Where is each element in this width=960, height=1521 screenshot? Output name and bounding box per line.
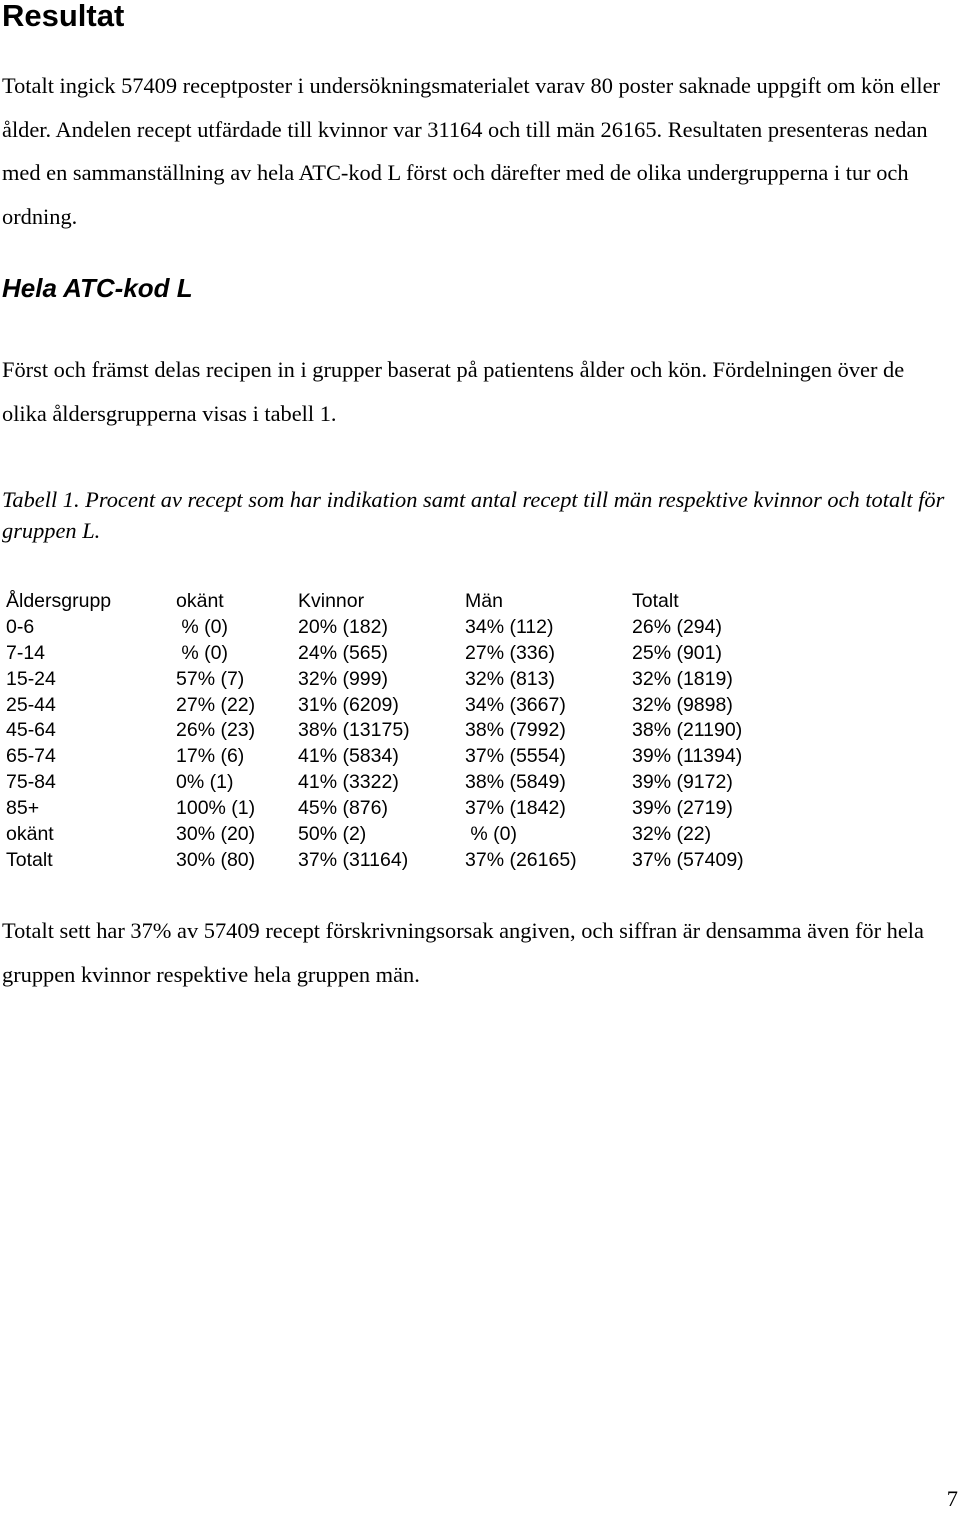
table-row-label: Totalt	[6, 848, 53, 871]
table-cell: 38% (7992)	[465, 719, 566, 742]
table-row	[0, 615, 960, 641]
table-header-cell: Åldersgrupp	[6, 590, 112, 612]
table-cell: 30% (20)	[176, 823, 256, 846]
table-row	[0, 667, 960, 693]
table-cell: 39% (11394)	[632, 745, 743, 768]
table-cell: 45% (876)	[298, 797, 388, 820]
table-row-label: 75-84	[6, 771, 56, 794]
table-cell: 37% (57409)	[632, 848, 744, 871]
table-cell: 27% (336)	[465, 641, 555, 664]
table-cell: 24% (565)	[298, 641, 388, 664]
table-cell: 34% (3667)	[465, 693, 566, 716]
table-cell: 39% (2719)	[632, 797, 733, 820]
table-cell: 50% (2)	[298, 823, 367, 846]
table-header-row	[0, 589, 960, 615]
table-row-label: 7-14	[6, 641, 46, 664]
table-cell: 31% (6209)	[298, 693, 399, 716]
table-cell: 30% (80)	[176, 848, 256, 871]
table-cell: 32% (1819)	[632, 667, 733, 690]
table-cell: 41% (3322)	[298, 771, 399, 794]
table-cell: 25% (901)	[632, 641, 722, 664]
table-row	[0, 718, 960, 744]
table-cell: 37% (26165)	[465, 848, 577, 871]
table-row	[0, 744, 960, 770]
table-row-label: 0-6	[6, 615, 35, 638]
table-row-label: 45-64	[6, 719, 56, 742]
table-header-cell: Totalt	[632, 590, 679, 612]
table-cell: % (0)	[465, 823, 518, 846]
table-cell: 32% (9898)	[632, 693, 733, 716]
table-cell: 26% (294)	[632, 615, 722, 638]
table-row-label: 65-74	[6, 745, 56, 768]
section-heading: Hela ATC-kod L	[2, 273, 193, 303]
table-body	[0, 615, 960, 874]
results-table	[0, 589, 960, 874]
section-paragraph: Först och främst delas recipen in i grupper baserat på patientens ålder och kön. Fördelningen över de olika åldersgrupperna visas i tabell 1.	[2, 357, 905, 426]
summary-paragraph: Totalt sett har 37% av 57409 recept förskrivningsorsak angiven, och siffran är densamma även för hela gruppen kvinnor respektive hela gruppen män.	[2, 918, 924, 987]
table-cell: 37% (5554)	[465, 745, 566, 768]
table-cell: % (0)	[176, 615, 229, 638]
table-cell: 32% (999)	[298, 667, 388, 690]
table-row-label: 15-24	[6, 667, 56, 690]
table-cell: % (0)	[176, 641, 229, 664]
table-cell: 57% (7)	[176, 667, 245, 690]
table-header-cell: Män	[465, 590, 503, 612]
table-cell: 100% (1)	[176, 797, 256, 820]
table-row-label: 85+	[6, 797, 40, 820]
page-number: 7	[946, 1486, 958, 1511]
table-cell: 27% (22)	[176, 693, 256, 716]
table-cell: 38% (5849)	[465, 771, 566, 794]
table-cell: 39% (9172)	[632, 771, 733, 794]
table-cell: 0% (1)	[176, 771, 234, 794]
table-cell: 32% (813)	[465, 667, 555, 690]
table-row	[0, 848, 960, 874]
table-header-cell: Kvinnor	[298, 590, 365, 612]
table-row	[0, 770, 960, 796]
table-row	[0, 641, 960, 667]
table-row	[0, 796, 960, 822]
table-cell: 38% (21190)	[632, 719, 743, 742]
table-cell: 20% (182)	[298, 615, 388, 638]
table-row-label: okänt	[6, 823, 54, 846]
table-header-cell: okänt	[176, 590, 224, 612]
table-cell: 26% (23)	[176, 719, 256, 742]
page-heading: Resultat	[2, 0, 125, 33]
table-cell: 37% (31164)	[298, 848, 409, 871]
table-row-label: 25-44	[6, 693, 56, 716]
table-caption: Tabell 1. Procent av recept som har indikation samt antal recept till män respektive kvinnor och totalt för gruppen L.	[2, 487, 945, 543]
table-cell: 34% (112)	[465, 615, 554, 638]
table-row	[0, 693, 960, 719]
table-cell: 41% (5834)	[298, 745, 399, 768]
table-row	[0, 822, 960, 848]
table-cell: 37% (1842)	[465, 797, 566, 820]
table-cell: 32% (22)	[632, 823, 712, 846]
table-cell: 17% (6)	[176, 745, 245, 768]
table-cell: 38% (13175)	[298, 719, 410, 742]
intro-paragraph: Totalt ingick 57409 receptposter i undersökningsmaterialet varav 80 poster saknade uppgift om kön eller ålder. Andelen recept utfärdade till kvinnor var 31164 och till män 26165. Resultaten presenteras nedan med en sammanställning av hela ATC-kod L först och därefter med de olika undergrupperna i tur och ordning.	[2, 73, 940, 229]
